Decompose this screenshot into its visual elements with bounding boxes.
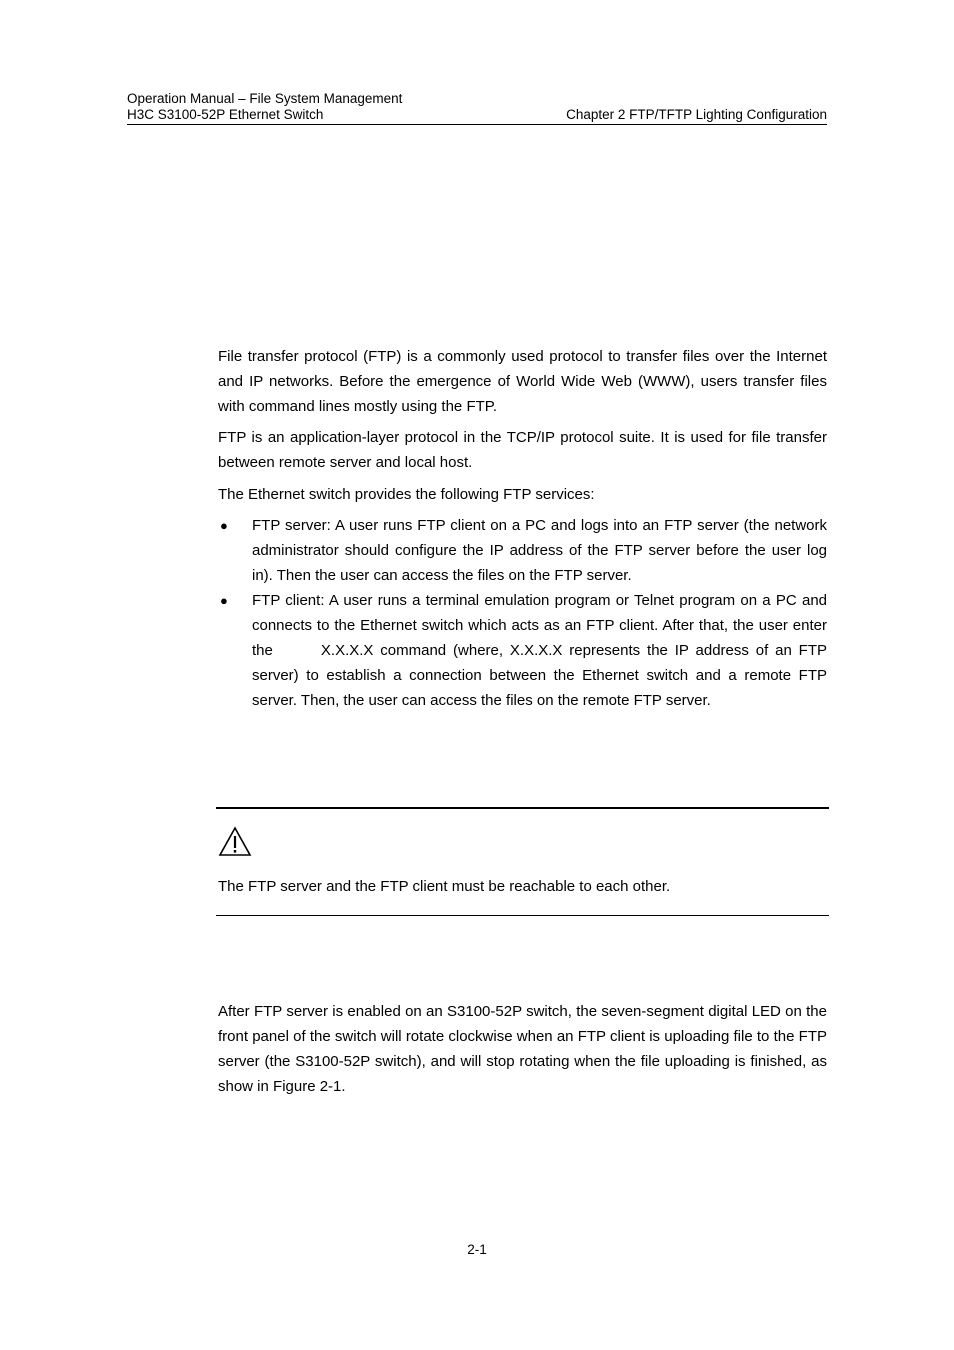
led-paragraph: After FTP server is enabled on an S3100-52P switch, the seven-segment digital LED on the front panel of the switch will rotate clockwise when an FTP client is uploading file to the FTP server (the S3100-52P switch), and will stop rotating when the file uploading is finished, as show in Figure 2-1. xyxy=(218,1003,827,1095)
header-left xyxy=(127,91,402,123)
page-number: 2-1 xyxy=(467,1242,487,1257)
list-item-text: FTP client: A user runs a terminal emulation program or Telnet program on a PC and connects to the Ethernet switch which acts as an FTP client. After that, the user enter the X.X.X.X command (where, X.X.X.X represents the IP address of an FTP server) to establish a connection between the Ethernet switch and a remote FTP server. Then, the user can access the files on the remote FTP server. xyxy=(252,592,832,709)
list-item-text: FTP server: A user runs FTP client on a PC and logs into an FTP server (the network administrator should configure the IP address of the FTP server before the user log in). Then the user can access the files on the FTP server. xyxy=(252,517,827,584)
list-item xyxy=(218,588,832,713)
warning-triangle-icon xyxy=(218,826,252,857)
chapter-title: Chapter 2 FTP/TFTP Lighting Configuration xyxy=(566,107,827,122)
caution-text: The FTP server and the FTP client must be reachable to each other. xyxy=(218,878,671,895)
bullet-icon: ● xyxy=(220,593,228,608)
bullet-icon: ● xyxy=(220,518,228,533)
caution-top-rule xyxy=(216,807,829,809)
intro-paragraph-2: FTP is an application-layer protocol in the TCP/IP protocol suite. It is used for file transfer between remote server and local host. xyxy=(218,429,827,471)
caution-bottom-rule xyxy=(216,915,829,916)
intro-paragraph-3: The Ethernet switch provides the following FTP services: xyxy=(218,486,595,503)
manual-title: Operation Manual – File System Management xyxy=(127,91,403,106)
page-header xyxy=(127,90,827,125)
ftp-services-list xyxy=(218,513,832,713)
product-name: H3C S3100-52P Ethernet Switch xyxy=(127,107,324,122)
intro-paragraph-1: File transfer protocol (FTP) is a commonly used protocol to transfer files over the Internet and IP networks. Before the emergence of World Wide Web (WWW), users transfer files with command lines mostly using the FTP. xyxy=(218,348,827,415)
list-item xyxy=(218,513,827,588)
